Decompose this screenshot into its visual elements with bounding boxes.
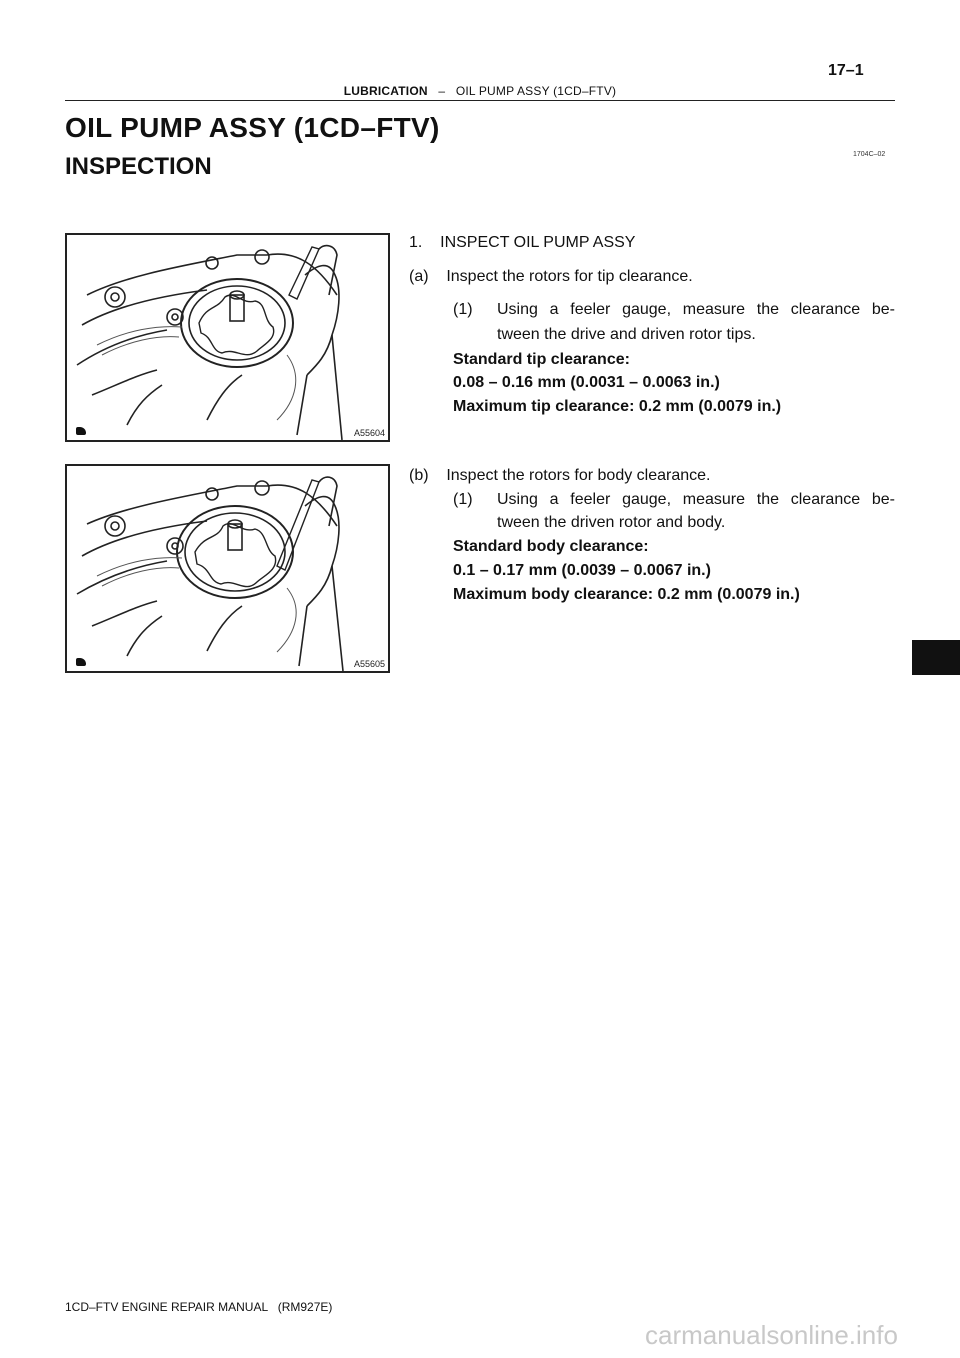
tip-max: Maximum tip clearance: 0.2 mm (0.0079 in.) bbox=[453, 398, 782, 415]
running-header bbox=[0, 84, 960, 98]
tip-spec-value: 0.08 – 0.16 mm (0.0031 – 0.0063 in.) bbox=[453, 374, 720, 391]
step-b-1-prefix: (1) bbox=[453, 491, 473, 508]
step-a: (a) Inspect the rotors for tip clearance. bbox=[409, 268, 693, 285]
step-a-1-line1: Using a feeler gauge, measure the clearance be- bbox=[497, 301, 895, 318]
step-b-1-line2: tween the driven rotor and body. bbox=[497, 514, 726, 531]
step-1: 1. INSPECT OIL PUMP ASSY bbox=[409, 234, 636, 251]
step-b: (b) Inspect the rotors for body clearance. bbox=[409, 467, 711, 484]
figure-id: A55604 bbox=[353, 428, 385, 438]
footer-manual-id: 1CD–FTV ENGINE REPAIR MANUAL (RM927E) bbox=[65, 1300, 333, 1314]
step-a-1-line2: tween the drive and driven rotor tips. bbox=[497, 326, 756, 343]
step-b-1-line1: Using a feeler gauge, measure the clearance be- bbox=[497, 491, 895, 508]
body-spec-label: Standard body clearance: bbox=[453, 538, 649, 555]
body-max: Maximum body clearance: 0.2 mm (0.0079 in.) bbox=[453, 586, 800, 603]
reference-code: 1704C–02 bbox=[853, 151, 886, 158]
figure-body-clearance bbox=[65, 464, 390, 673]
figure-id: A55605 bbox=[353, 659, 385, 669]
section-tab-marker bbox=[912, 640, 960, 675]
header-divider bbox=[65, 100, 895, 101]
step-a-1-prefix: (1) bbox=[453, 301, 473, 318]
pump-illustration-1 bbox=[67, 235, 388, 440]
header-subsection: OIL PUMP ASSY (1CD–FTV) bbox=[455, 84, 617, 98]
hand-logo-icon bbox=[76, 427, 86, 435]
watermark: carmanualsonline.info bbox=[645, 1320, 898, 1350]
pump-illustration-2 bbox=[67, 466, 388, 671]
header-separator: – bbox=[438, 84, 446, 98]
page-number: 17–1 bbox=[828, 62, 864, 79]
section-heading: INSPECTION bbox=[65, 153, 212, 180]
tip-spec-label: Standard tip clearance: bbox=[453, 351, 630, 368]
header-section: LUBRICATION bbox=[343, 84, 428, 98]
body-spec-value: 0.1 – 0.17 mm (0.0039 – 0.0067 in.) bbox=[453, 562, 711, 579]
page-title: OIL PUMP ASSY (1CD–FTV) bbox=[65, 112, 440, 143]
figure-tip-clearance bbox=[65, 233, 390, 442]
hand-logo-icon bbox=[76, 658, 86, 666]
